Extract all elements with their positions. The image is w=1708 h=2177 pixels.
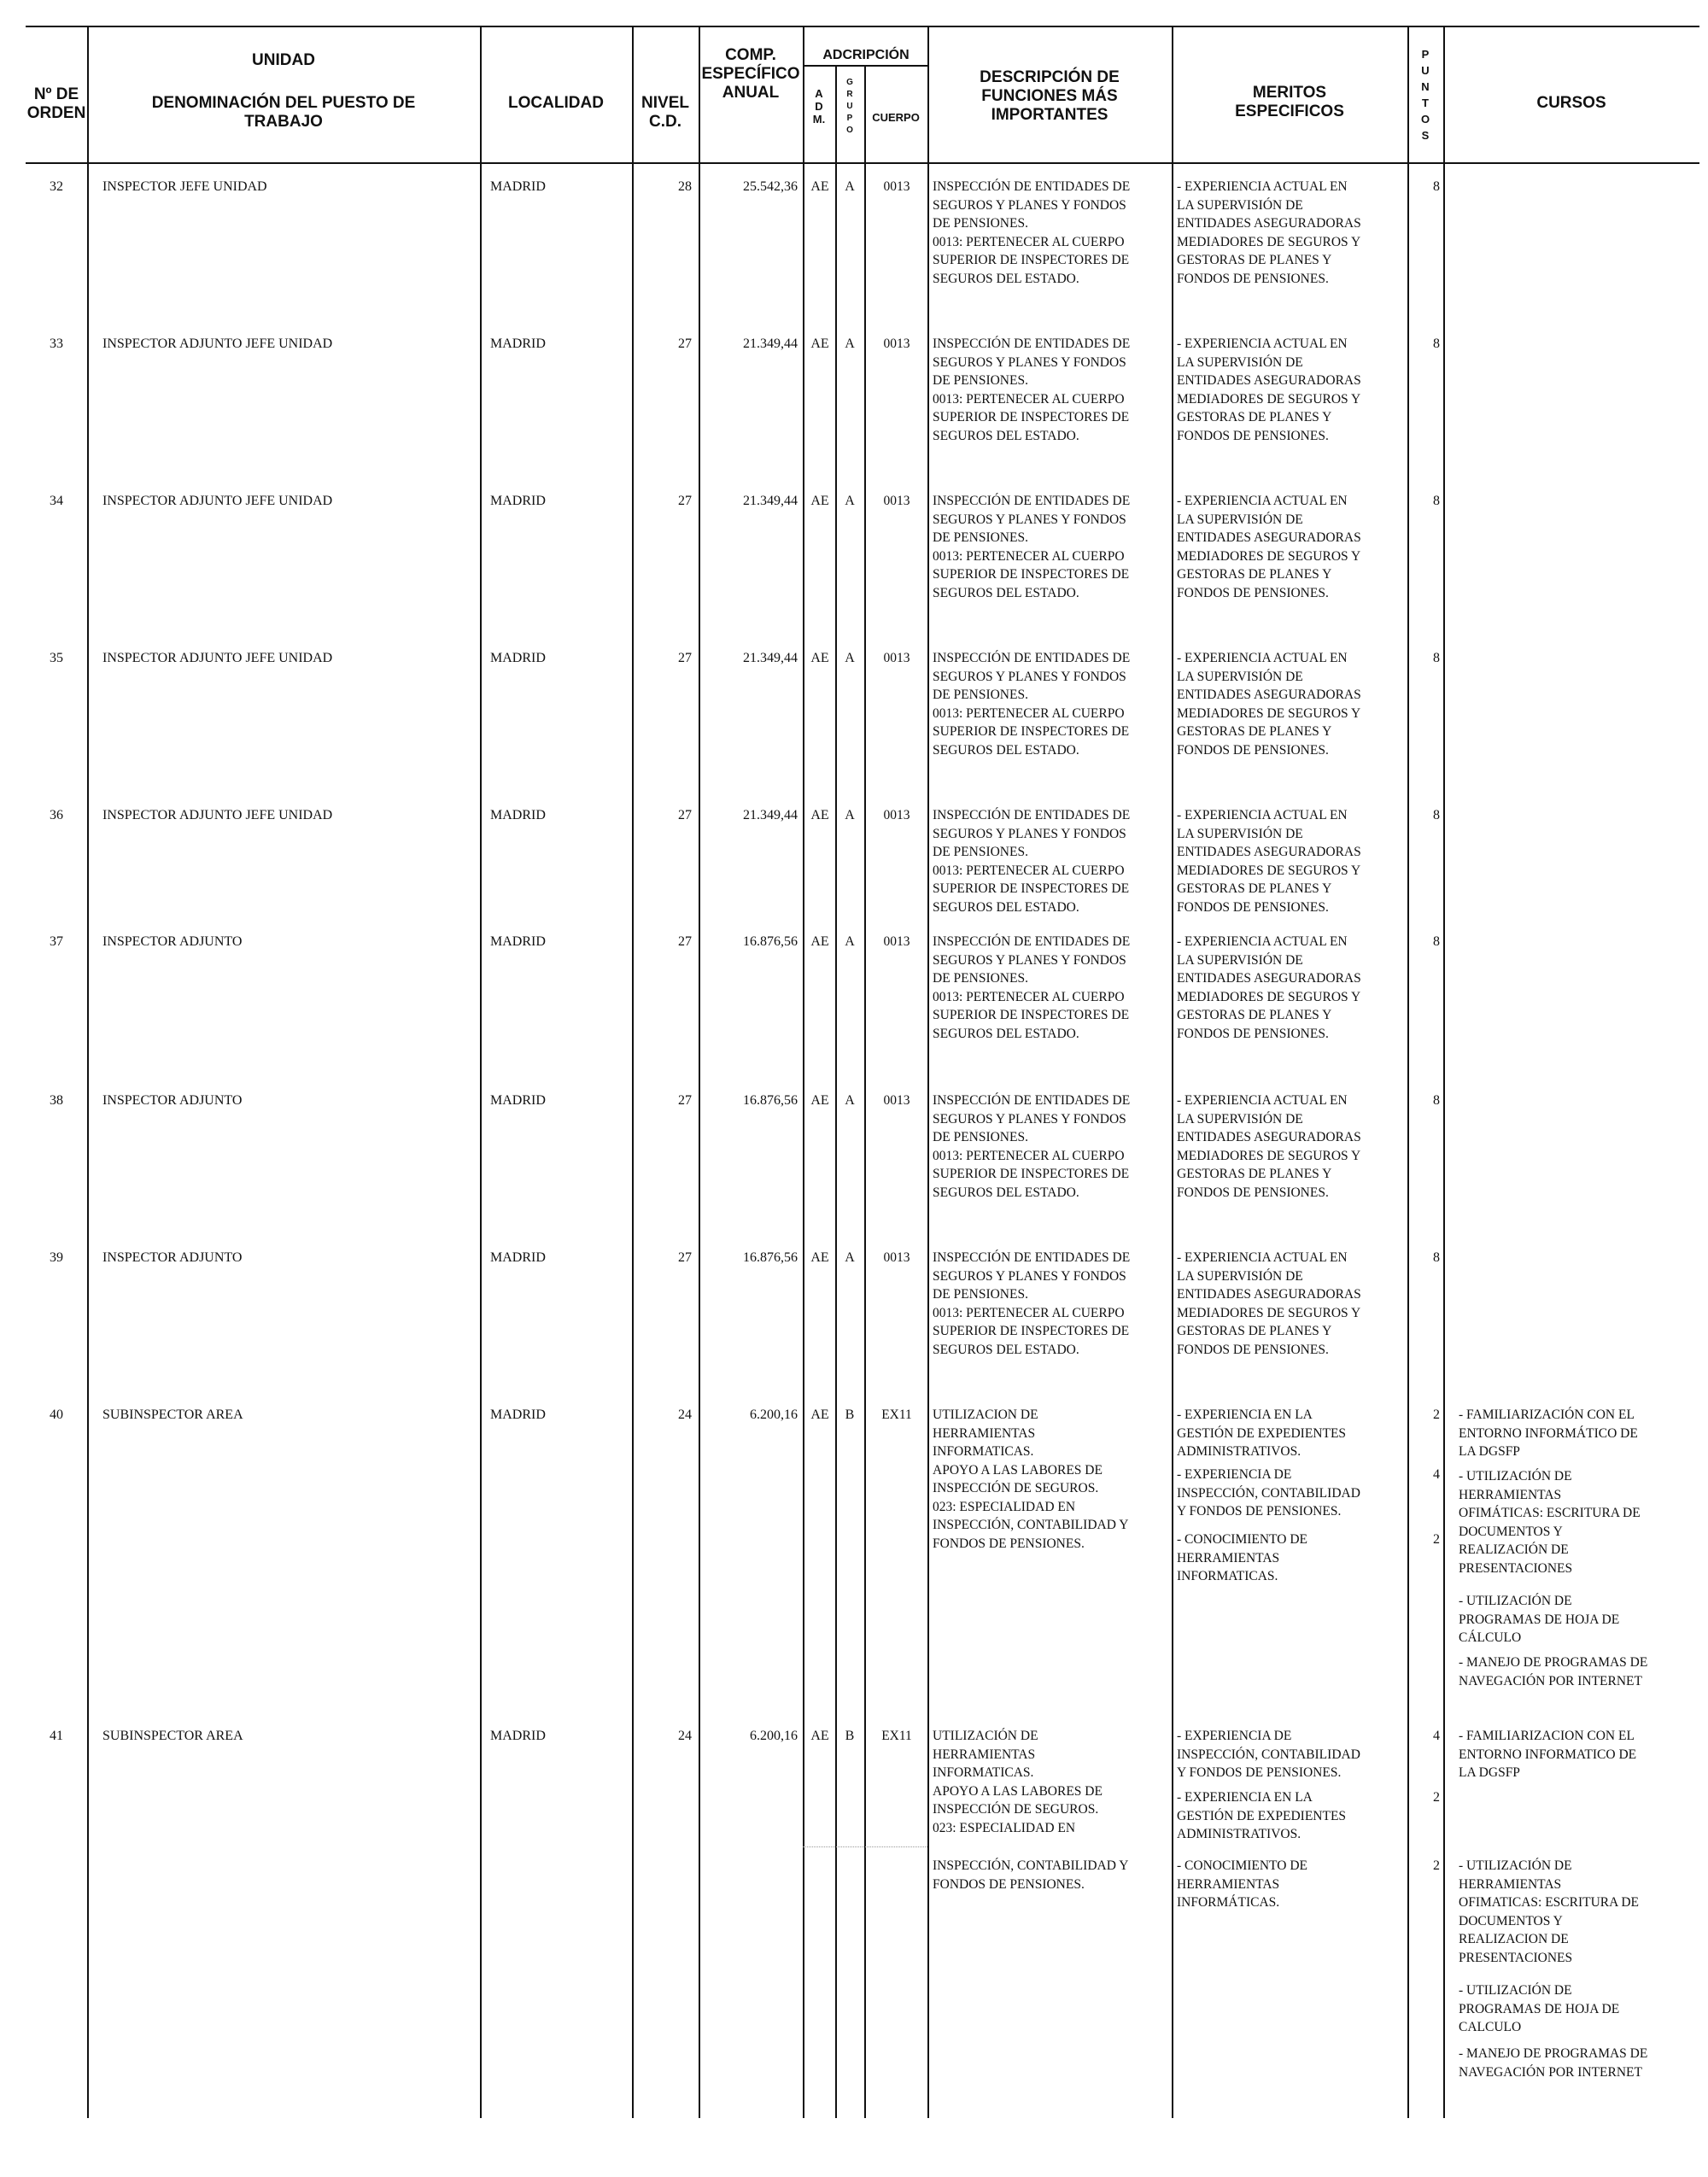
orden-number: 33 [50, 336, 63, 351]
header-adcripcion: ADCRIPCIÓN [822, 48, 910, 62]
localidad: MADRID [490, 1407, 546, 1422]
puntos: 8 [1433, 808, 1440, 822]
puntos: 2 [1433, 1407, 1440, 1422]
puntos: 8 [1433, 934, 1440, 949]
meritos-especificos: - EXPERIENCIA DE INSPECCIÓN, CONTABILIDAD Y FONDOS DE PENSIONES. [1177, 1467, 1360, 1519]
nivel-cd: 27 [678, 934, 692, 949]
orden-number: 41 [50, 1729, 63, 1743]
header-unidad: UNIDAD [252, 51, 315, 69]
puesto-denominacion: INSPECTOR JEFE UNIDAD [102, 179, 267, 194]
grupo: A [845, 934, 855, 949]
header-puntos: P U N T O S [1420, 48, 1430, 142]
descripcion-funciones: UTILIZACIÓN DE HERRAMIENTAS INFORMATICAS. APOYO A LAS LABORES DE INSPECCIÓN DE SEGUROS. 023: ESPECIALIDAD EN [933, 1729, 1103, 1835]
cuerpo: 0013 [883, 934, 910, 949]
localidad: MADRID [490, 1729, 546, 1743]
localidad: MADRID [490, 179, 546, 194]
adm: AE [810, 1407, 829, 1422]
nivel-cd: 28 [678, 179, 692, 194]
nivel-cd: 27 [678, 494, 692, 508]
puntos: 8 [1433, 494, 1440, 508]
complemento-especifico: 21.349,44 [743, 494, 798, 508]
nivel-cd: 24 [678, 1729, 692, 1743]
puesto-denominacion: INSPECTOR ADJUNTO JEFE UNIDAD [102, 651, 333, 665]
complemento-especifico: 6.200,16 [750, 1407, 798, 1422]
descripcion-funciones: INSPECCIÓN DE ENTIDADES DE SEGUROS Y PLANES Y FONDOS DE PENSIONES. 0013: PERTENECER AL CUERPO SUPERIOR DE INSPECTORES DE SEGUROS DEL ESTADO. [933, 808, 1131, 915]
curso-item: - UTILIZACIÓN DE PROGRAMAS DE HOJA DE CALCULO [1459, 1983, 1620, 2034]
orden-number: 40 [50, 1407, 63, 1422]
localidad: MADRID [490, 934, 546, 949]
header-denominacion: DENOMINACIÓN DEL PUESTO DE TRABAJO [151, 94, 416, 131]
puntos: 2 [1433, 1790, 1440, 1805]
puntos: 4 [1433, 1467, 1440, 1482]
column-rule [1443, 26, 1445, 2118]
puesto-denominacion: INSPECTOR ADJUNTO [102, 1250, 243, 1265]
adm: AE [810, 808, 829, 822]
adm: AE [810, 651, 829, 665]
puesto-denominacion: INSPECTOR ADJUNTO [102, 1093, 243, 1108]
grupo: A [845, 1250, 855, 1265]
localidad: MADRID [490, 1093, 546, 1108]
nivel-cd: 27 [678, 1250, 692, 1265]
cuerpo: 0013 [883, 1093, 910, 1108]
puntos: 4 [1433, 1729, 1440, 1743]
column-rule [480, 26, 482, 2118]
header-grupo: G R U P O [846, 78, 853, 135]
puntos: 2 [1433, 1532, 1440, 1547]
header-descripcion: DESCRIPCIÓN DE FUNCIONES MÁS IMPORTANTES [980, 68, 1120, 124]
meritos-especificos: - EXPERIENCIA ACTUAL EN LA SUPERVISIÓN DE ENTIDADES ASEGURADORAS MEDIADORES DE SEGUROS Y GESTORAS DE PLANES Y FONDOS DE PENSIONES. [1177, 179, 1361, 286]
localidad: MADRID [490, 1250, 546, 1265]
adm: AE [810, 1093, 829, 1108]
descripcion-funciones: INSPECCIÓN, CONTABILIDAD Y FONDOS DE PENSIONES. [933, 1858, 1129, 1892]
grupo: A [845, 651, 855, 665]
cuerpo: 0013 [883, 1250, 910, 1265]
descripcion-funciones: INSPECCIÓN DE ENTIDADES DE SEGUROS Y PLANES Y FONDOS DE PENSIONES. 0013: PERTENECER AL CUERPO SUPERIOR DE INSPECTORES DE SEGUROS DEL ESTADO. [933, 651, 1131, 758]
nivel-cd: 24 [678, 1407, 692, 1422]
adm: AE [810, 494, 829, 508]
meritos-especificos: - EXPERIENCIA ACTUAL EN LA SUPERVISIÓN DE ENTIDADES ASEGURADORAS MEDIADORES DE SEGUROS Y GESTORAS DE PLANES Y FONDOS DE PENSIONES. [1177, 651, 1361, 758]
meritos-especificos: - EXPERIENCIA EN LA GESTIÓN DE EXPEDIENTES ADMINISTRATIVOS. [1177, 1407, 1347, 1459]
header-cursos: CURSOS [1536, 94, 1606, 112]
row-split-rule [803, 1846, 927, 1847]
orden-number: 32 [50, 179, 63, 194]
curso-item: - MANEJO DE PROGRAMAS DE NAVEGACIÓN POR INTERNET [1459, 1655, 1648, 1688]
header-rule [803, 65, 929, 67]
column-rule [87, 26, 89, 2118]
complemento-especifico: 21.349,44 [743, 808, 798, 822]
puntos: 8 [1433, 1250, 1440, 1265]
puntos: 8 [1433, 651, 1440, 665]
complemento-especifico: 21.349,44 [743, 336, 798, 351]
curso-item: - UTILIZACIÓN DE PROGRAMAS DE HOJA DE CÁLCULO [1459, 1594, 1620, 1645]
localidad: MADRID [490, 494, 546, 508]
puesto-denominacion: INSPECTOR ADJUNTO [102, 934, 243, 949]
header-localidad: LOCALIDAD [508, 94, 604, 112]
meritos-especificos: - CONOCIMIENTO DE HERRAMIENTAS INFORMÁTICAS. [1177, 1858, 1307, 1910]
curso-item: - FAMILIARIZACIÓN CON EL ENTORNO INFORMÁTICO DE LA DGSFP [1459, 1407, 1638, 1459]
nivel-cd: 27 [678, 1093, 692, 1108]
grupo: A [845, 1093, 855, 1108]
complemento-especifico: 21.349,44 [743, 651, 798, 665]
curso-item: - UTILIZACIÓN DE HERRAMIENTAS OFIMATICAS: ESCRITURA DE DOCUMENTOS Y REALIZACION DE PRESENTACIONES [1459, 1858, 1639, 1965]
meritos-especificos: - EXPERIENCIA ACTUAL EN LA SUPERVISIÓN DE ENTIDADES ASEGURADORAS MEDIADORES DE SEGUROS Y GESTORAS DE PLANES Y FONDOS DE PENSIONES. [1177, 336, 1361, 443]
grupo: A [845, 808, 855, 822]
grupo: A [845, 494, 855, 508]
adm: AE [810, 1729, 829, 1743]
puntos: 8 [1433, 179, 1440, 194]
grupo: A [845, 179, 855, 194]
header-orden: Nº DE ORDEN [26, 85, 86, 122]
nivel-cd: 27 [678, 651, 692, 665]
cuerpo: 0013 [883, 179, 910, 194]
meritos-especificos: - EXPERIENCIA ACTUAL EN LA SUPERVISIÓN DE ENTIDADES ASEGURADORAS MEDIADORES DE SEGUROS Y GESTORAS DE PLANES Y FONDOS DE PENSIONES. [1177, 808, 1361, 915]
puntos: 2 [1433, 1858, 1440, 1873]
localidad: MADRID [490, 808, 546, 822]
header-nivel: NIVEL C.D. [641, 94, 689, 131]
curso-item: - FAMILIARIZACION CON EL ENTORNO INFORMATICO DE LA DGSFP [1459, 1729, 1637, 1780]
cuerpo: EX11 [881, 1407, 912, 1422]
meritos-especificos: - EXPERIENCIA ACTUAL EN LA SUPERVISIÓN DE ENTIDADES ASEGURADORAS MEDIADORES DE SEGUROS Y GESTORAS DE PLANES Y FONDOS DE PENSIONES. [1177, 934, 1361, 1041]
nivel-cd: 27 [678, 336, 692, 351]
descripcion-funciones: INSPECCIÓN DE ENTIDADES DE SEGUROS Y PLANES Y FONDOS DE PENSIONES. 0013: PERTENECER AL CUERPO SUPERIOR DE INSPECTORES DE SEGUROS DEL ESTADO. [933, 336, 1131, 443]
puntos: 8 [1433, 1093, 1440, 1108]
cuerpo: EX11 [881, 1729, 912, 1743]
curso-item: - MANEJO DE PROGRAMAS DE NAVEGACIÓN POR INTERNET [1459, 2046, 1648, 2080]
descripcion-funciones: UTILIZACION DE HERRAMIENTAS INFORMATICAS. APOYO A LAS LABORES DE INSPECCIÓN DE SEGUROS. 023: ESPECIALIDAD EN INSPECCIÓN, CONTABILIDAD Y FONDOS DE PENSIONES. [933, 1407, 1129, 1551]
complemento-especifico: 16.876,56 [743, 1093, 798, 1108]
cuerpo: 0013 [883, 494, 910, 508]
header-cuerpo: CUERPO [872, 111, 920, 124]
puesto-denominacion: INSPECTOR ADJUNTO JEFE UNIDAD [102, 494, 333, 508]
complemento-especifico: 16.876,56 [743, 1250, 798, 1265]
meritos-especificos: - EXPERIENCIA ACTUAL EN LA SUPERVISIÓN DE ENTIDADES ASEGURADORAS MEDIADORES DE SEGUROS Y GESTORAS DE PLANES Y FONDOS DE PENSIONES. [1177, 1250, 1361, 1357]
cuerpo: 0013 [883, 336, 910, 351]
localidad: MADRID [490, 336, 546, 351]
puesto-denominacion: SUBINSPECTOR AREA [102, 1729, 243, 1743]
puesto-denominacion: INSPECTOR ADJUNTO JEFE UNIDAD [102, 336, 333, 351]
descripcion-funciones: INSPECCIÓN DE ENTIDADES DE SEGUROS Y PLANES Y FONDOS DE PENSIONES. 0013: PERTENECER AL CUERPO SUPERIOR DE INSPECTORES DE SEGUROS DEL ESTADO. [933, 1250, 1131, 1357]
orden-number: 35 [50, 651, 63, 665]
grupo: B [845, 1407, 855, 1422]
header-meritos: MERITOS ESPECIFICOS [1235, 84, 1344, 120]
descripcion-funciones: INSPECCIÓN DE ENTIDADES DE SEGUROS Y PLANES Y FONDOS DE PENSIONES. 0013: PERTENECER AL CUERPO SUPERIOR DE INSPECTORES DE SEGUROS DEL ESTADO. [933, 1093, 1131, 1200]
descripcion-funciones: INSPECCIÓN DE ENTIDADES DE SEGUROS Y PLANES Y FONDOS DE PENSIONES. 0013: PERTENECER AL CUERPO SUPERIOR DE INSPECTORES DE SEGUROS DEL ESTADO. [933, 934, 1131, 1041]
adm: AE [810, 336, 829, 351]
descripcion-funciones: INSPECCIÓN DE ENTIDADES DE SEGUROS Y PLANES Y FONDOS DE PENSIONES. 0013: PERTENECER AL CUERPO SUPERIOR DE INSPECTORES DE SEGUROS DEL ESTADO. [933, 494, 1131, 600]
orden-number: 36 [50, 808, 63, 822]
meritos-especificos: - EXPERIENCIA EN LA GESTIÓN DE EXPEDIENTES ADMINISTRATIVOS. [1177, 1790, 1347, 1841]
orden-number: 34 [50, 494, 63, 508]
meritos-especificos: - EXPERIENCIA ACTUAL EN LA SUPERVISIÓN DE ENTIDADES ASEGURADORAS MEDIADORES DE SEGUROS Y GESTORAS DE PLANES Y FONDOS DE PENSIONES. [1177, 494, 1361, 600]
header-comp: COMP. ESPECÍFICO ANUAL [701, 46, 800, 102]
puntos: 8 [1433, 336, 1440, 351]
complemento-especifico: 25.542,36 [743, 179, 798, 194]
meritos-especificos: - CONOCIMIENTO DE HERRAMIENTAS INFORMATICAS. [1177, 1532, 1307, 1583]
meritos-especificos: - EXPERIENCIA ACTUAL EN LA SUPERVISIÓN DE ENTIDADES ASEGURADORAS MEDIADORES DE SEGUROS Y GESTORAS DE PLANES Y FONDOS DE PENSIONES. [1177, 1093, 1361, 1200]
complemento-especifico: 6.200,16 [750, 1729, 798, 1743]
orden-number: 39 [50, 1250, 63, 1265]
orden-number: 38 [50, 1093, 63, 1108]
adm: AE [810, 934, 829, 949]
complemento-especifico: 16.876,56 [743, 934, 798, 949]
nivel-cd: 27 [678, 808, 692, 822]
puesto-denominacion: INSPECTOR ADJUNTO JEFE UNIDAD [102, 808, 333, 822]
column-rule [927, 26, 929, 2118]
cuerpo: 0013 [883, 651, 910, 665]
positions-table [26, 26, 1699, 2144]
descripcion-funciones: INSPECCIÓN DE ENTIDADES DE SEGUROS Y PLANES Y FONDOS DE PENSIONES. 0013: PERTENECER AL CUERPO SUPERIOR DE INSPECTORES DE SEGUROS DEL ESTADO. [933, 179, 1131, 286]
adm: AE [810, 179, 829, 194]
localidad: MADRID [490, 651, 546, 665]
curso-item: - UTILIZACIÓN DE HERRAMIENTAS OFIMÁTICAS: ESCRITURA DE DOCUMENTOS Y REALIZACIÓN DE PRESENTACIONES [1459, 1469, 1641, 1576]
grupo: A [845, 336, 855, 351]
grupo: B [845, 1729, 855, 1743]
header-adm: A D M. [812, 87, 826, 126]
adm: AE [810, 1250, 829, 1265]
orden-number: 37 [50, 934, 63, 949]
puesto-denominacion: SUBINSPECTOR AREA [102, 1407, 243, 1422]
cuerpo: 0013 [883, 808, 910, 822]
meritos-especificos: - EXPERIENCIA DE INSPECCIÓN, CONTABILIDAD Y FONDOS DE PENSIONES. [1177, 1729, 1360, 1780]
